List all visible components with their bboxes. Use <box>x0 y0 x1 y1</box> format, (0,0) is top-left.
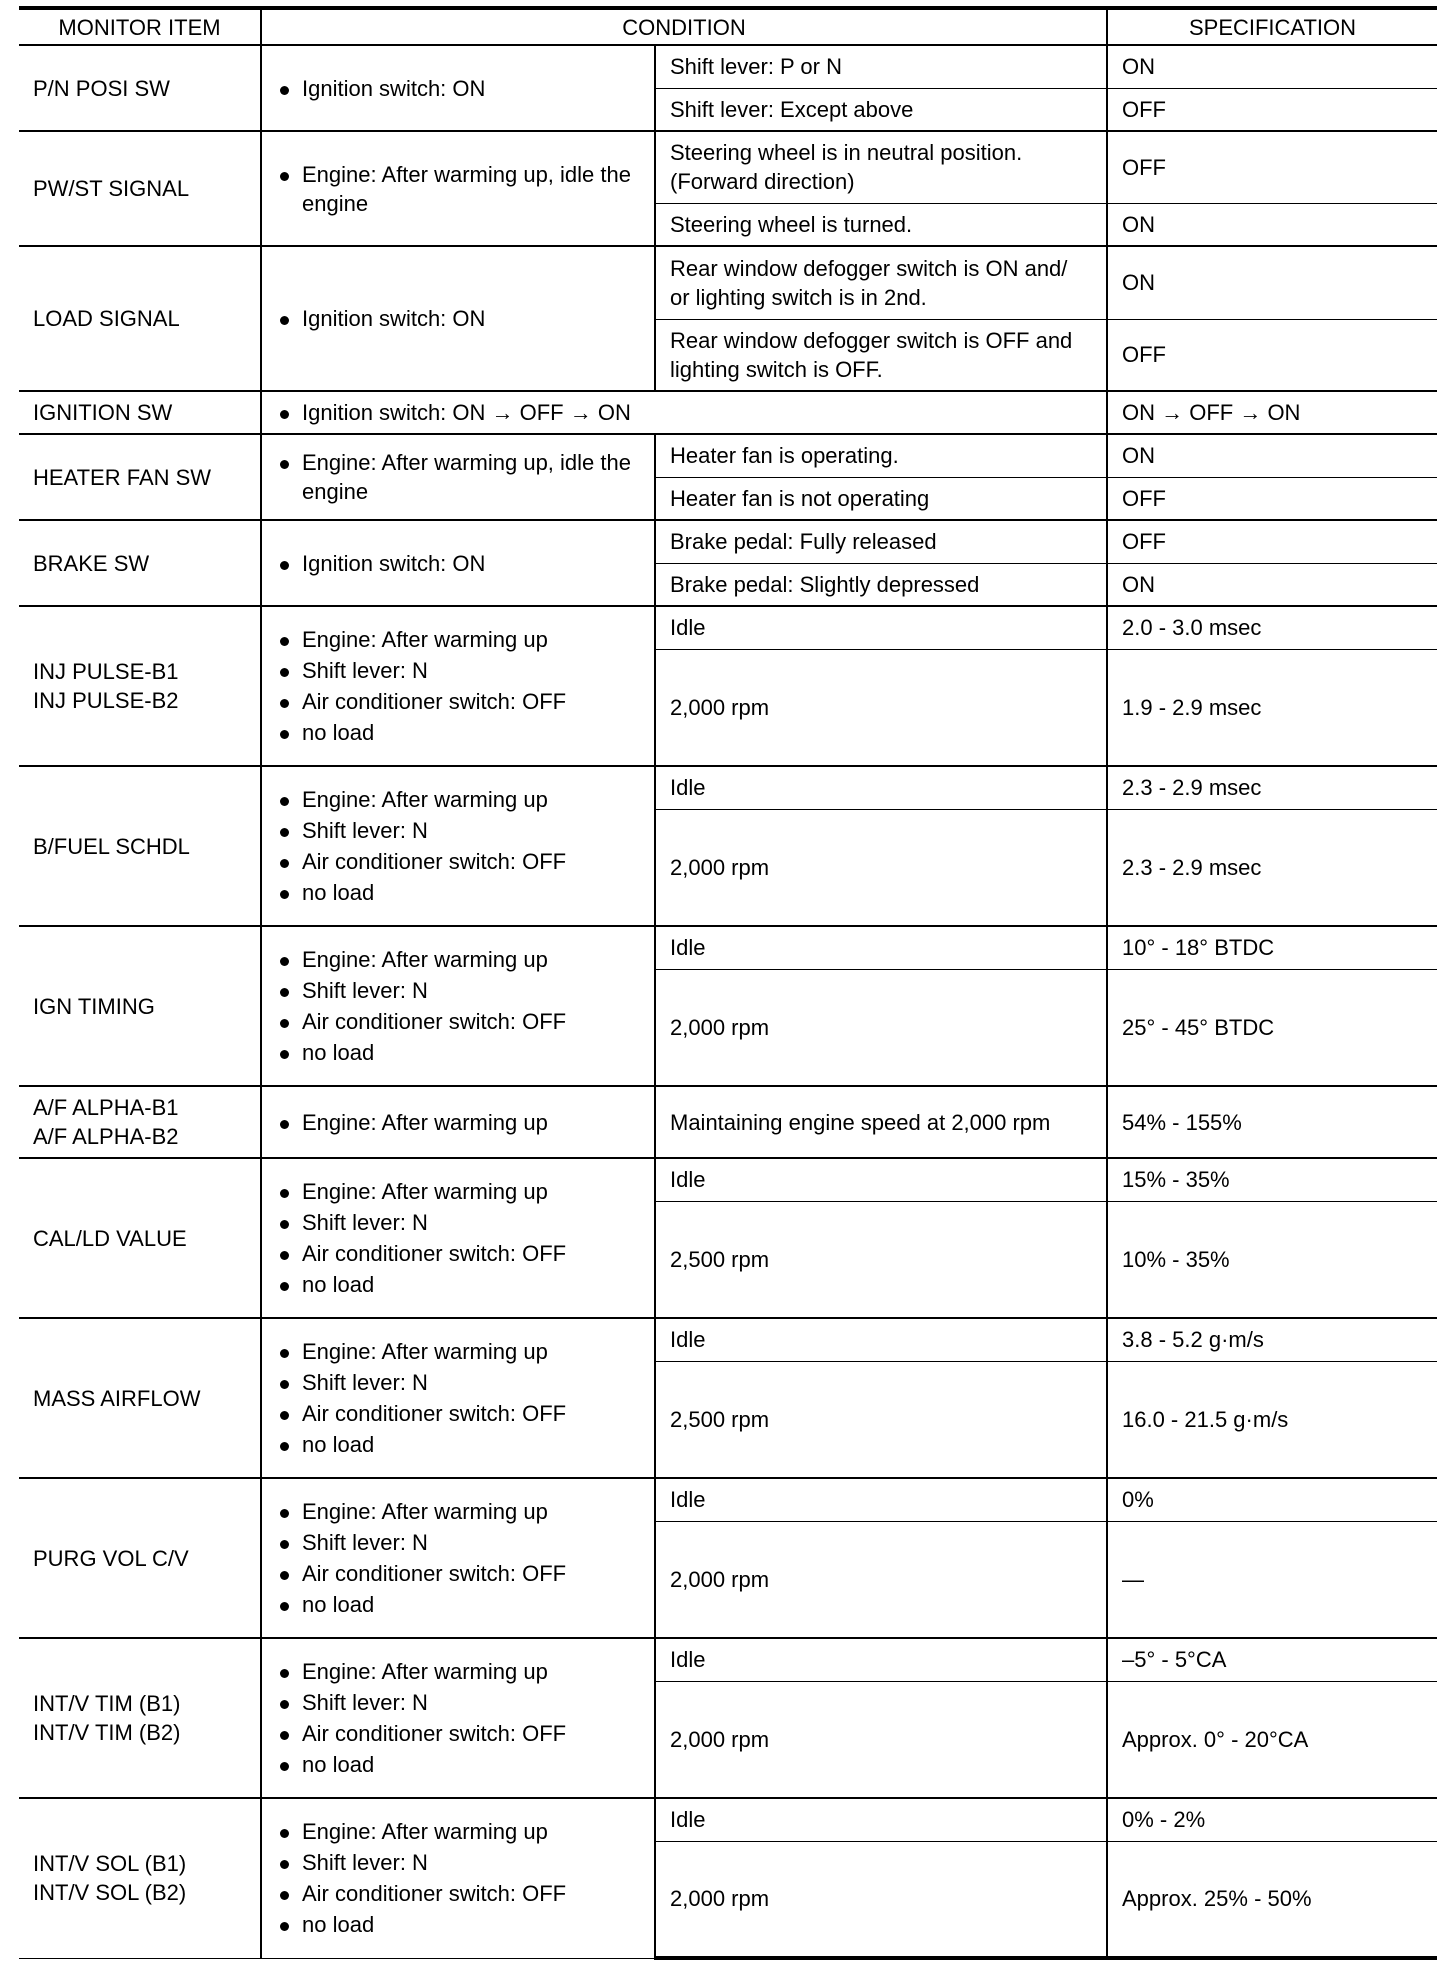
sub-condition: Idle <box>655 1318 1107 1361</box>
sub-condition: Steering wheel is turned. <box>655 203 1107 246</box>
condition-bullet: no load <box>276 1910 640 1939</box>
condition-cell <box>261 391 1107 434</box>
monitor-item <box>19 606 261 766</box>
specification: ON <box>1107 203 1437 246</box>
condition-bullet: Engine: After warming up <box>276 1177 640 1206</box>
monitor-item-line: INJ PULSE-B1 <box>33 659 179 684</box>
specification: 2.0 - 3.0 msec <box>1107 606 1437 649</box>
condition-bullet: Air conditioner switch: OFF <box>276 1399 640 1428</box>
specification: 10% - 35% <box>1107 1201 1437 1318</box>
table-row <box>19 520 1437 563</box>
condition-cell <box>261 1798 655 1958</box>
condition-bullet: Shift lever: N <box>276 1208 640 1237</box>
specification: 54% - 155% <box>1107 1086 1437 1158</box>
table-row <box>19 1798 1437 1841</box>
condition-bullet: Ignition switch: ON <box>276 304 640 333</box>
sub-condition: Brake pedal: Fully released <box>655 520 1107 563</box>
condition-bullet: no load <box>276 1590 640 1619</box>
monitor-item: HEATER FAN SW <box>19 434 261 520</box>
sub-condition: Brake pedal: Slightly depressed <box>655 563 1107 606</box>
specification: ON → OFF → ON <box>1107 391 1437 434</box>
specification: 2.3 - 2.9 msec <box>1107 766 1437 809</box>
table-row <box>19 246 1437 319</box>
specification: OFF <box>1107 319 1437 391</box>
condition-bullet: Shift lever: N <box>276 1368 640 1397</box>
specification: ON <box>1107 434 1437 477</box>
table-row <box>19 45 1437 88</box>
table-row <box>19 766 1437 809</box>
header-row <box>19 8 1437 45</box>
condition-bullet: Shift lever: N <box>276 1688 640 1717</box>
sub-condition: 2,000 rpm <box>655 809 1107 926</box>
condition-bullet: Ignition switch: ON → OFF → ON <box>276 398 1092 427</box>
sub-condition: 2,500 rpm <box>655 1201 1107 1318</box>
condition-bullet: no load <box>276 1038 640 1067</box>
condition-bullet: Air conditioner switch: OFF <box>276 847 640 876</box>
condition-cell <box>261 1638 655 1798</box>
condition-bullet: Engine: After warming up <box>276 945 640 974</box>
monitor-spec-table <box>19 6 1437 1960</box>
sub-condition: Heater fan is not operating <box>655 477 1107 520</box>
specification: 2.3 - 2.9 msec <box>1107 809 1437 926</box>
condition-cell <box>261 926 655 1086</box>
sub-condition: Idle <box>655 1638 1107 1681</box>
condition-bullet: Engine: After warming up, idle the engine <box>276 160 640 218</box>
condition-bullet: Air conditioner switch: OFF <box>276 1239 640 1268</box>
specification: ON <box>1107 45 1437 88</box>
monitor-item: MASS AIRFLOW <box>19 1318 261 1478</box>
monitor-item-line: A/F ALPHA-B2 <box>33 1124 179 1149</box>
sub-condition: Idle <box>655 606 1107 649</box>
sub-condition: Rear window defogger switch is ON and/ or lighting switch is in 2nd. <box>655 246 1107 319</box>
condition-cell <box>261 1086 655 1158</box>
condition-bullet: Engine: After warming up <box>276 625 640 654</box>
header-specification: SPECIFICATION <box>1107 8 1437 45</box>
sub-condition: 2,500 rpm <box>655 1361 1107 1478</box>
monitor-item: BRAKE SW <box>19 520 261 606</box>
monitor-item: LOAD SIGNAL <box>19 246 261 391</box>
table-row <box>19 131 1437 203</box>
condition-cell <box>261 520 655 606</box>
condition-bullet: Engine: After warming up <box>276 1657 640 1686</box>
monitor-item <box>19 1638 261 1798</box>
monitor-item: IGN TIMING <box>19 926 261 1086</box>
specification: 1.9 - 2.9 msec <box>1107 649 1437 766</box>
condition-bullet: no load <box>276 1270 640 1299</box>
specification: OFF <box>1107 131 1437 203</box>
specification: –5° - 5°CA <box>1107 1638 1437 1681</box>
sub-condition: 2,000 rpm <box>655 1681 1107 1798</box>
condition-bullet: no load <box>276 1430 640 1459</box>
sub-condition: Heater fan is operating. <box>655 434 1107 477</box>
sub-condition: Idle <box>655 926 1107 969</box>
condition-cell <box>261 246 655 391</box>
sub-condition: 2,000 rpm <box>655 649 1107 766</box>
specification: ON <box>1107 246 1437 319</box>
condition-bullet: Air conditioner switch: OFF <box>276 1719 640 1748</box>
condition-bullet: Shift lever: N <box>276 1528 640 1557</box>
condition-bullet: no load <box>276 878 640 907</box>
condition-bullet: Engine: After warming up <box>276 1337 640 1366</box>
specification: Approx. 25% - 50% <box>1107 1841 1437 1958</box>
specification: 3.8 - 5.2 g·m/s <box>1107 1318 1437 1361</box>
condition-cell <box>261 1478 655 1638</box>
sub-condition: Idle <box>655 1798 1107 1841</box>
condition-cell <box>261 131 655 246</box>
sub-condition: Idle <box>655 1478 1107 1521</box>
condition-bullet: no load <box>276 1750 640 1779</box>
monitor-item-line: INT/V TIM (B1) <box>33 1691 181 1716</box>
monitor-item-line: INT/V SOL (B2) <box>33 1880 187 1906</box>
condition-bullet: Engine: After warming up <box>276 1497 640 1526</box>
specification: 0% <box>1107 1478 1437 1521</box>
specification: OFF <box>1107 477 1437 520</box>
condition-bullet: Engine: After warming up, idle the engine <box>276 448 640 506</box>
condition-bullet: Engine: After warming up <box>276 785 640 814</box>
condition-bullet: Shift lever: N <box>276 816 640 845</box>
condition-bullet: Engine: After warming up <box>276 1108 640 1137</box>
sub-condition: 2,000 rpm <box>655 969 1107 1086</box>
specification: OFF <box>1107 520 1437 563</box>
condition-bullet: Engine: After warming up <box>276 1817 640 1846</box>
sub-condition: Rear window defogger switch is OFF and lighting switch is OFF. <box>655 319 1107 391</box>
monitor-item: CAL/LD VALUE <box>19 1158 261 1318</box>
condition-bullet: Air conditioner switch: OFF <box>276 1879 640 1908</box>
condition-bullet: Ignition switch: ON <box>276 549 640 578</box>
condition-bullet: Shift lever: N <box>276 1848 640 1877</box>
sub-condition: Idle <box>655 766 1107 809</box>
sub-condition: 2,000 rpm <box>655 1841 1107 1958</box>
table-row <box>19 391 1437 434</box>
specification: ON <box>1107 563 1437 606</box>
sub-condition: Idle <box>655 1158 1107 1201</box>
table-row <box>19 1638 1437 1681</box>
condition-cell <box>261 45 655 131</box>
table-row <box>19 434 1437 477</box>
condition-bullet: Air conditioner switch: OFF <box>276 1007 640 1036</box>
condition-cell <box>261 434 655 520</box>
condition-cell <box>261 606 655 766</box>
monitor-item: PW/ST SIGNAL <box>19 131 261 246</box>
specification: 25° - 45° BTDC <box>1107 969 1437 1086</box>
condition-cell <box>261 1158 655 1318</box>
condition-bullet: no load <box>276 718 640 747</box>
table-row <box>19 1478 1437 1521</box>
condition-bullet: Ignition switch: ON <box>276 74 640 103</box>
table-row <box>19 1318 1437 1361</box>
table-row <box>19 606 1437 649</box>
header-monitor-item: MONITOR ITEM <box>19 8 261 45</box>
sub-condition: Steering wheel is in neutral position. (Forward direction) <box>655 131 1107 203</box>
specification: OFF <box>1107 88 1437 131</box>
monitor-item: PURG VOL C/V <box>19 1478 261 1638</box>
sub-condition: Shift lever: Except above <box>655 88 1107 131</box>
sub-condition: Maintaining engine speed at 2,000 rpm <box>655 1086 1107 1158</box>
condition-bullet: Shift lever: N <box>276 656 640 685</box>
condition-bullet: Air conditioner switch: OFF <box>276 687 640 716</box>
monitor-item-line: INT/V TIM (B2) <box>33 1720 181 1745</box>
specification: 10° - 18° BTDC <box>1107 926 1437 969</box>
table-row <box>19 1086 1437 1158</box>
table-row <box>19 926 1437 969</box>
specification: 0% - 2% <box>1107 1798 1437 1841</box>
table-row <box>19 1158 1437 1201</box>
specification: 15% - 35% <box>1107 1158 1437 1201</box>
monitor-item: IGNITION SW <box>19 391 261 434</box>
specification: Approx. 0° - 20°CA <box>1107 1681 1437 1798</box>
specification: 16.0 - 21.5 g·m/s <box>1107 1361 1437 1478</box>
monitor-item <box>19 1798 261 1958</box>
monitor-item-line: INT/V SOL (B1) <box>33 1851 187 1877</box>
monitor-item: P/N POSI SW <box>19 45 261 131</box>
condition-bullet: Air conditioner switch: OFF <box>276 1559 640 1588</box>
condition-cell <box>261 766 655 926</box>
monitor-item-line: INJ PULSE-B2 <box>33 688 179 713</box>
monitor-item <box>19 1086 261 1158</box>
header-condition: CONDITION <box>261 8 1107 45</box>
specification: — <box>1107 1521 1437 1638</box>
monitor-item-line: A/F ALPHA-B1 <box>33 1095 179 1120</box>
monitor-item: B/FUEL SCHDL <box>19 766 261 926</box>
condition-cell <box>261 1318 655 1478</box>
sub-condition: 2,000 rpm <box>655 1521 1107 1638</box>
condition-bullet: Shift lever: N <box>276 976 640 1005</box>
sub-condition: Shift lever: P or N <box>655 45 1107 88</box>
